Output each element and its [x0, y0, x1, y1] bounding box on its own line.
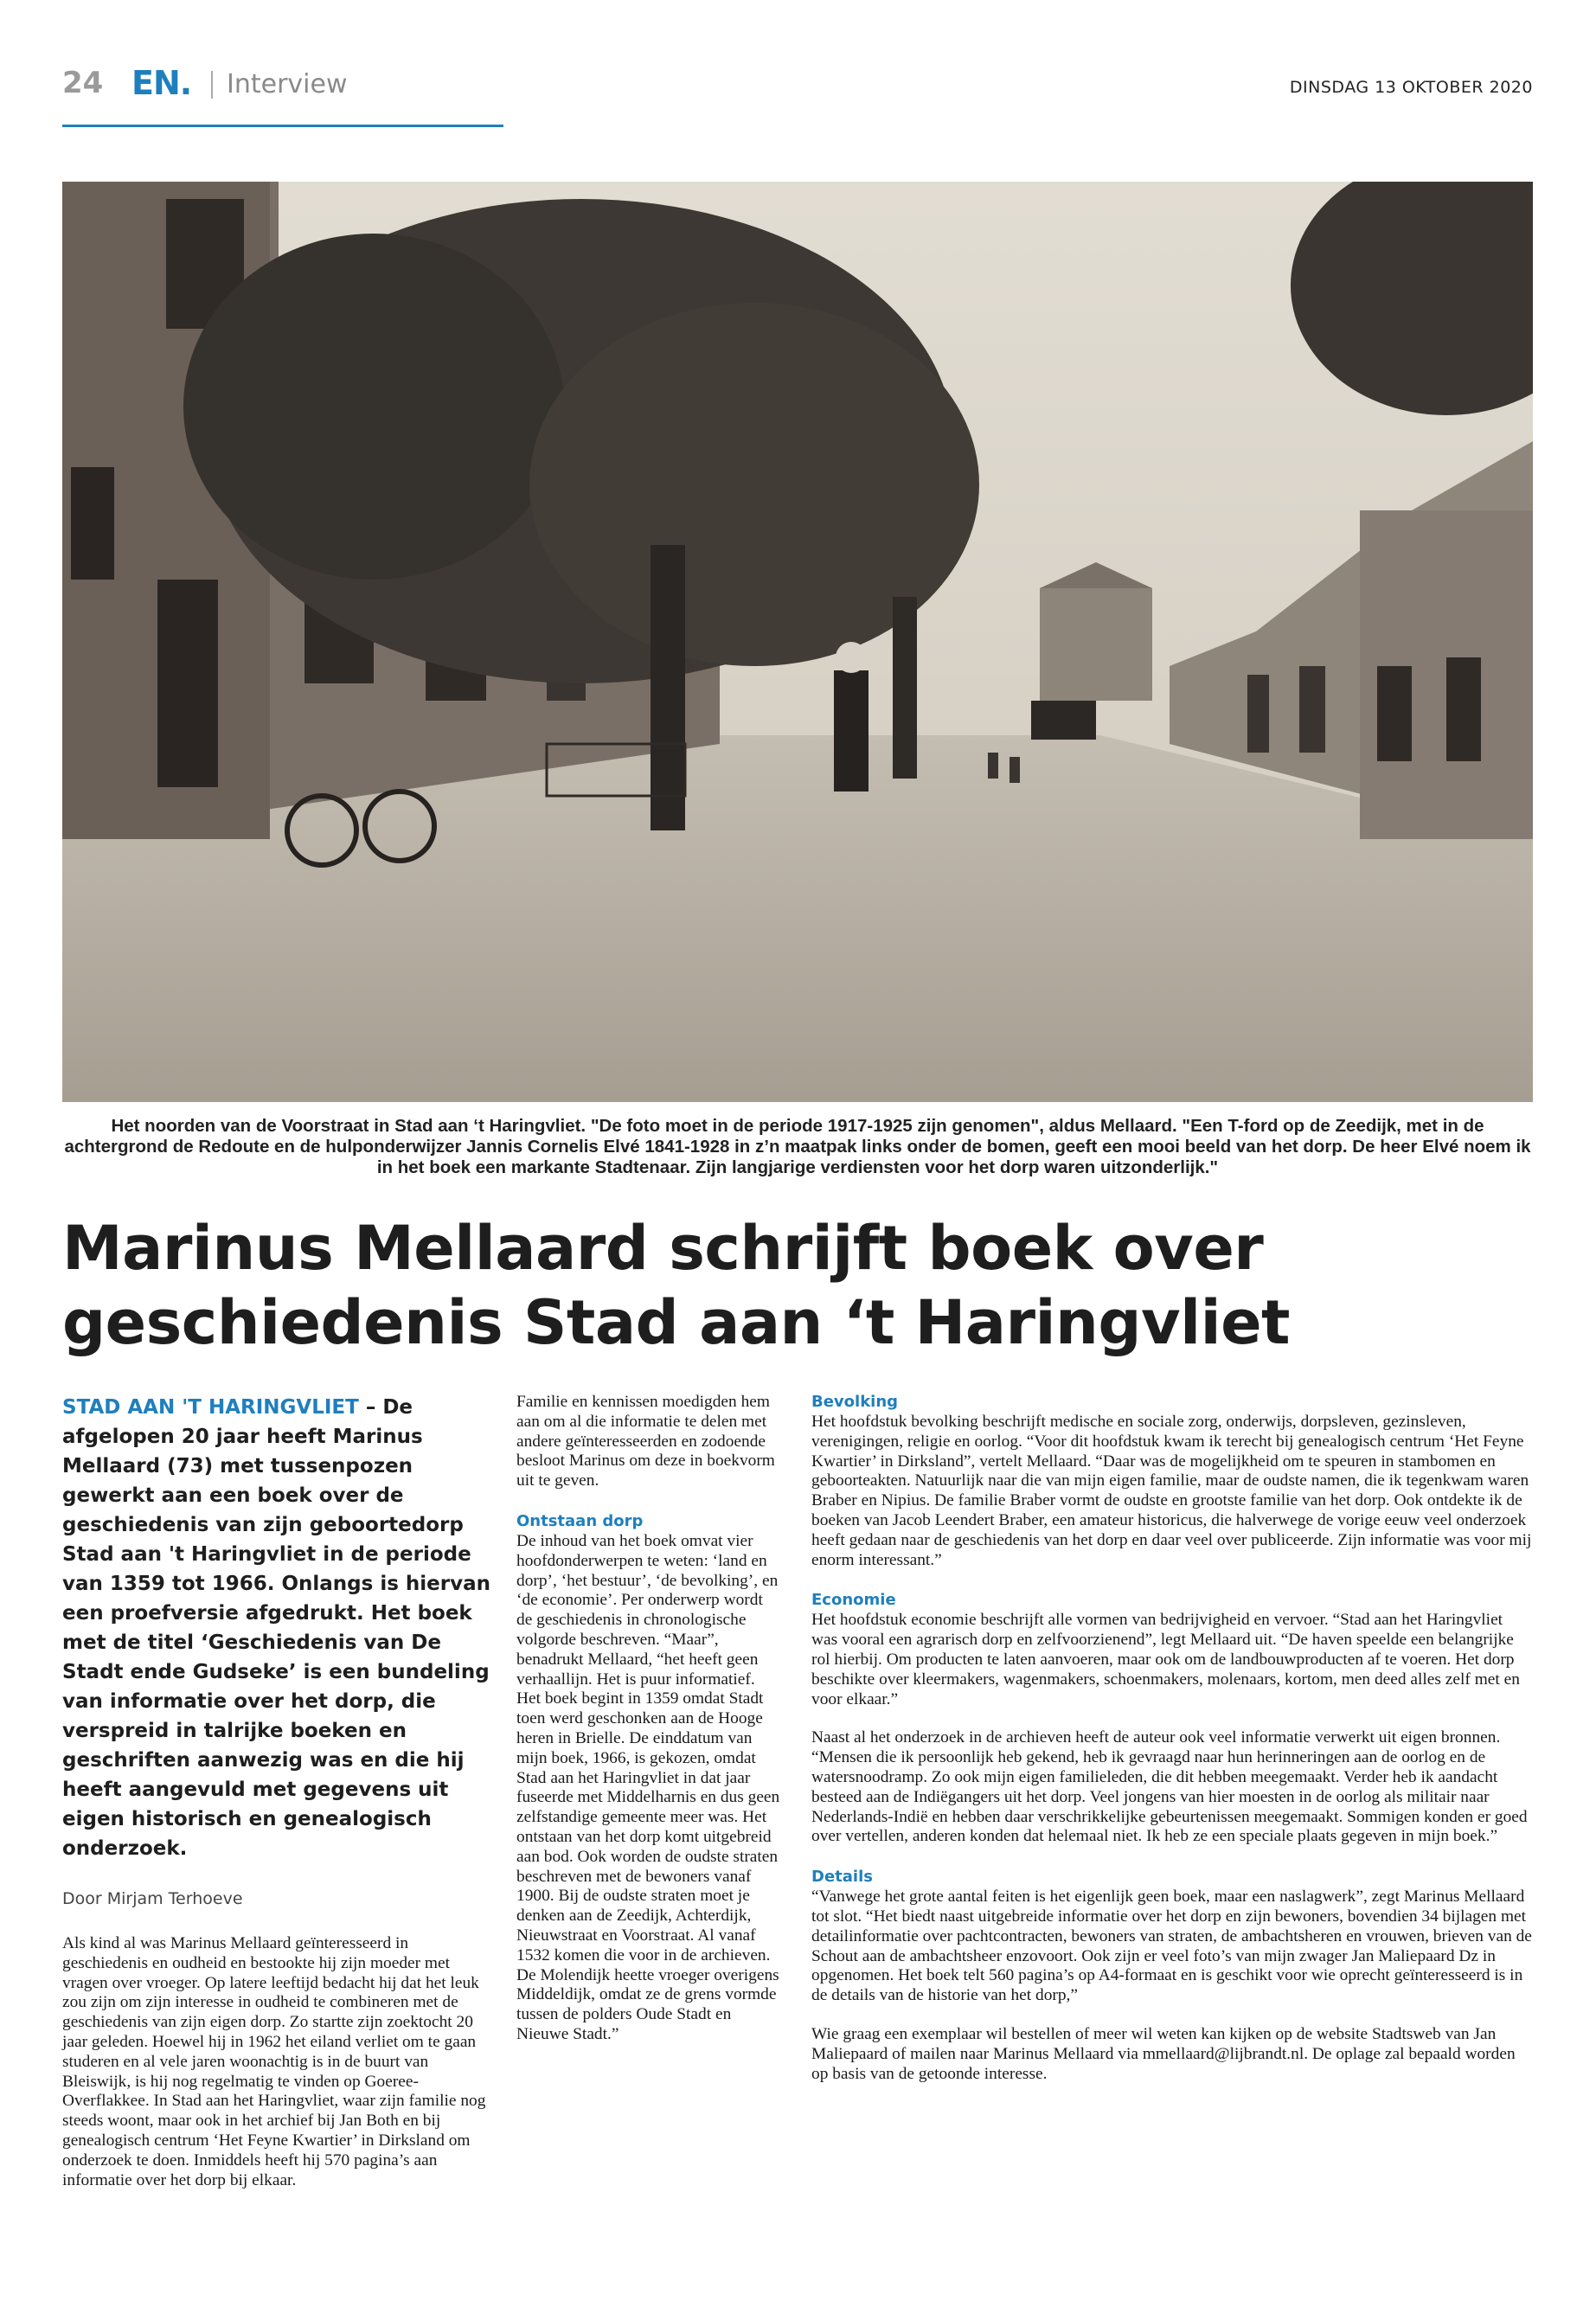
subhead-economie: Economie: [811, 1591, 896, 1610]
article-column-1: [62, 1393, 493, 2190]
t-ford-car: [1031, 701, 1096, 740]
man-in-suit: [834, 670, 869, 792]
subhead-bevolking: Bevolking: [811, 1393, 899, 1411]
economie-text: Het hoofdstuk economie beschrijft alle vormen van bedrijvigheid en vervoer. “Stad aan het Haringvliet was vooral een agrarisch dorp en zelfvoorzienend”, legt Mellaard uit. “De haven speelde een belangrijke rol hierbij. Om producten te laten aanvoeren, maar ook om de landbouwproducten af te voeren. Het dorp beschikte over kleermakers, wagenmakers, schoenmakers, molenaars, kortom, men deed alles zelf met en voor elkaar.”: [811, 1611, 1520, 1708]
details-text: “Vanwege het grote aantal feiten is het eigenlijk geen boek, maar een naslagwerk”, zegt Marinus Mellaard tot slot. “Het biedt naast uitgebreide informatie over het dorp en zijn bewoners, bovendien 34 bijlagen met detailinformatie over pachtcontracten, bewoners van straten, de ambachtsheren en vrouwen, brieven van de Schout aan de ambachtsheer enzovoort. Ook zijn er veel foto’s van mijn zwager Jan Maliepaard Dz in opgenomen. Het boek telt 560 pagina’s op A4-formaat en is geschikt voor wie oprecht geïnteresseerd is in de details van de historie van het dorp,”: [811, 1888, 1532, 2005]
archief-text: Naast al het onderzoek in de archieven heeft de auteur ook veel informatie verwerkt uit eigen bronnen. “Mensen die ik persoonlijk heb gekend, heb ik gevraagd naar hun herinneringen aan de oorlog en de watersnoodramp. Zo ook mijn eigen familieleden, die dit hebben meegemaakt. Verder heb ik aandacht besteed aan de Indiëgangers uit het dorp. Veel jongens van hier moesten in de oorlog als militair naar Nederlands-Indië en hebben daar verschrikkelijke gebeurtenissen meegemaakt. Sommigen konden er goed over vertellen, anderen konden dat helemaal niet. Ik heb ze een speciale plaats gegeven in mijn boek.”: [811, 1728, 1528, 1846]
photo-caption: Het noorden van de Voorstraat in Stad aan ‘t Haringvliet. "De foto moet in de periode 1917-1925 zijn genomen", aldus Mellaard. "Een T-ford op de Zeedijk, met in de achtergrond de Redoute en de hulponderwijzer Jannis Cornelis Elvé 1841-1928 in z’n maatpak links onder de bomen, geeft een mooi beeld van het dorp. De heer Elvé noem ik in het boek een markante Stadtenaar. Zijn langjarige verdiensten voor het dorp waren uitzonderlijk.": [64, 1116, 1531, 1177]
far-building: [1040, 588, 1152, 701]
page-header: [62, 66, 1533, 106]
newspaper-logo: EN.: [131, 64, 192, 102]
closing-text: Wie graag een exemplaar wil bestellen of meer wil weten kan kijken op de website Stadtsweb van Jan Maliepaard of mailen naar Marinus Mellaard via mmellaard@lijbrandt.nl. De oplage zal bepaald worden op basis van de getoonde interesse.: [811, 2024, 1516, 2083]
section-label: Interview: [227, 69, 348, 99]
tree-trunk: [651, 545, 685, 830]
bevolking-text: Het hoofdstuk bevolking beschrijft medische en sociale zorg, onderwijs, dorpsleven, gezinsleven, verenigingen, religie en oorlog. “Voor dit hoofdstuk kwam ik terecht bij genealogisch centrum ‘Het Feyne Kwartier’ in Dirksland”, vertelt Mellaard. “Daar was de mogelijkheid om te speuren in stambomen en geboorteakten. Natuurlijk naar die van mijn eigen familie, maar de oudste namen, die ik tegenkwam waren Braber en Nipius. De familie Braber vormt de oudste en grootste familie van het dorp. Ook ontdekte ik de boeken van Jacob Leendert Braber, een amateur historicus, die halverwege de vorige eeuw veel onderzoek heeft gedaan naar de geschiedenis van het dorp en daar veel over publiceerde. Zijn informatie was voor mij enorm interessant.”: [811, 1413, 1532, 1569]
article-headline: Marinus Mellaard schrijft boek over geschiedenis Stad aan ‘t Haringvliet: [62, 1213, 1291, 1358]
article-lead: [62, 1393, 493, 1863]
byline: Door Mirjam Terhoeve: [62, 1889, 243, 1908]
subhead-ontstaan-dorp: Ontstaan dorp: [516, 1511, 644, 1530]
subhead-details: Details: [811, 1868, 873, 1887]
article-column-3: [811, 1393, 1533, 2084]
page-number: 24: [62, 66, 104, 100]
header-separator: [211, 71, 213, 99]
article-column-2: [516, 1393, 781, 2045]
issue-date: DINSDAG 13 OKTOBER 2020: [1289, 78, 1533, 97]
col2-body: De inhoud van het boek omvat vier hoofdonderwerpen te weten: ‘land en dorp’, ‘het bestuur’, ‘de bevolking’, en ‘de economie’. Per onderwerp wordt de geschiedenis in chronologische volgorde beschreven. “Maar”, benadrukt Mellaard, “het heeft geen verhaallijn. Het is puur informatief. Het boek begint in 1359 omdat Stadt toen werd geschonken aan de Hooge heren in Brielle. De einddatum van mijn boek, 1966, is gekozen, omdat Stad aan het Haringvliet in dat jaar fuseerde met Middelharnis en dus geen zelfstandige gemeente meer was. Het ontstaan van het dorp komt uitgebreid aan bod. Ook worden de oudste straten beschreven met de bewoners vanaf 1900. Bij de oudste straten moet je denken aan de Zeedijk, Achterdijk, Nieuwstraat en Voorstraat. Al vanaf 1532 komen die voor in de archieven. De Molendijk heette vroeger overigens Middeldijk, omdat ze de grens vormde tussen de polders Oude Stadt en Nieuwe Stadt.”: [516, 1531, 780, 2043]
lead-text: – De afgelopen 20 jaar heeft Marinus Mellaard (73) met tussenpozen gewerkt aan een boek over de geschiedenis van zijn geboortedorp Stad aan 't Haringvliet in de periode van 1359 tot 1966. Onlangs is hiervan een proefversie afgedrukt. Het boek met de titel ‘Geschiedenis van De Stadt ende Gudseke’ is een bundeling van informatie over het dorp, die verspreid in talrijke boeken en geschriften aanwezig was en die hij heeft aangevuld met gegevens uit eigen historisch en genealogisch onderzoek.: [62, 1396, 491, 1860]
header-rule: [62, 125, 503, 127]
dateline: STAD AAN 'T HARINGVLIET: [62, 1396, 359, 1419]
col2-intro: Familie en kennissen moedigden hem aan om al die informatie te delen met andere geïnteresseerden en zodoende besloot Marinus om deze in boekvorm uit te geven.: [516, 1393, 775, 1490]
col1-body: Als kind al was Marinus Mellaard geïnteresseerd in geschiedenis en oudheid en bestookte hij zijn moeder met vragen over vroeger. Op latere leeftijd bedacht hij dat het leuk zou zijn om zijn interesse in oudheid te combineren met de geschiedenis van zijn eigen dorp. Zo startte zijn zoektocht 20 jaar geleden. Hoewel hij in 1962 het eiland verliet om te gaan studeren en al vele jaren woonachtig is in de buurt van Bleiswijk, is hij nog regelmatig te vinden op Goeree-Overflakkee. In Stad aan het Haringvliet, waar zijn familie nog steeds woont, maar ook in het archief bij Jan Both en bij genealogisch centrum ‘Het Feyne Kwartier’ in Dirksland om onderzoek te doen. Inmiddels heeft hij 570 pagina’s aan informatie over het dorp bij elkaar.: [62, 1934, 486, 2189]
historic-street-photo: [62, 182, 1533, 1102]
